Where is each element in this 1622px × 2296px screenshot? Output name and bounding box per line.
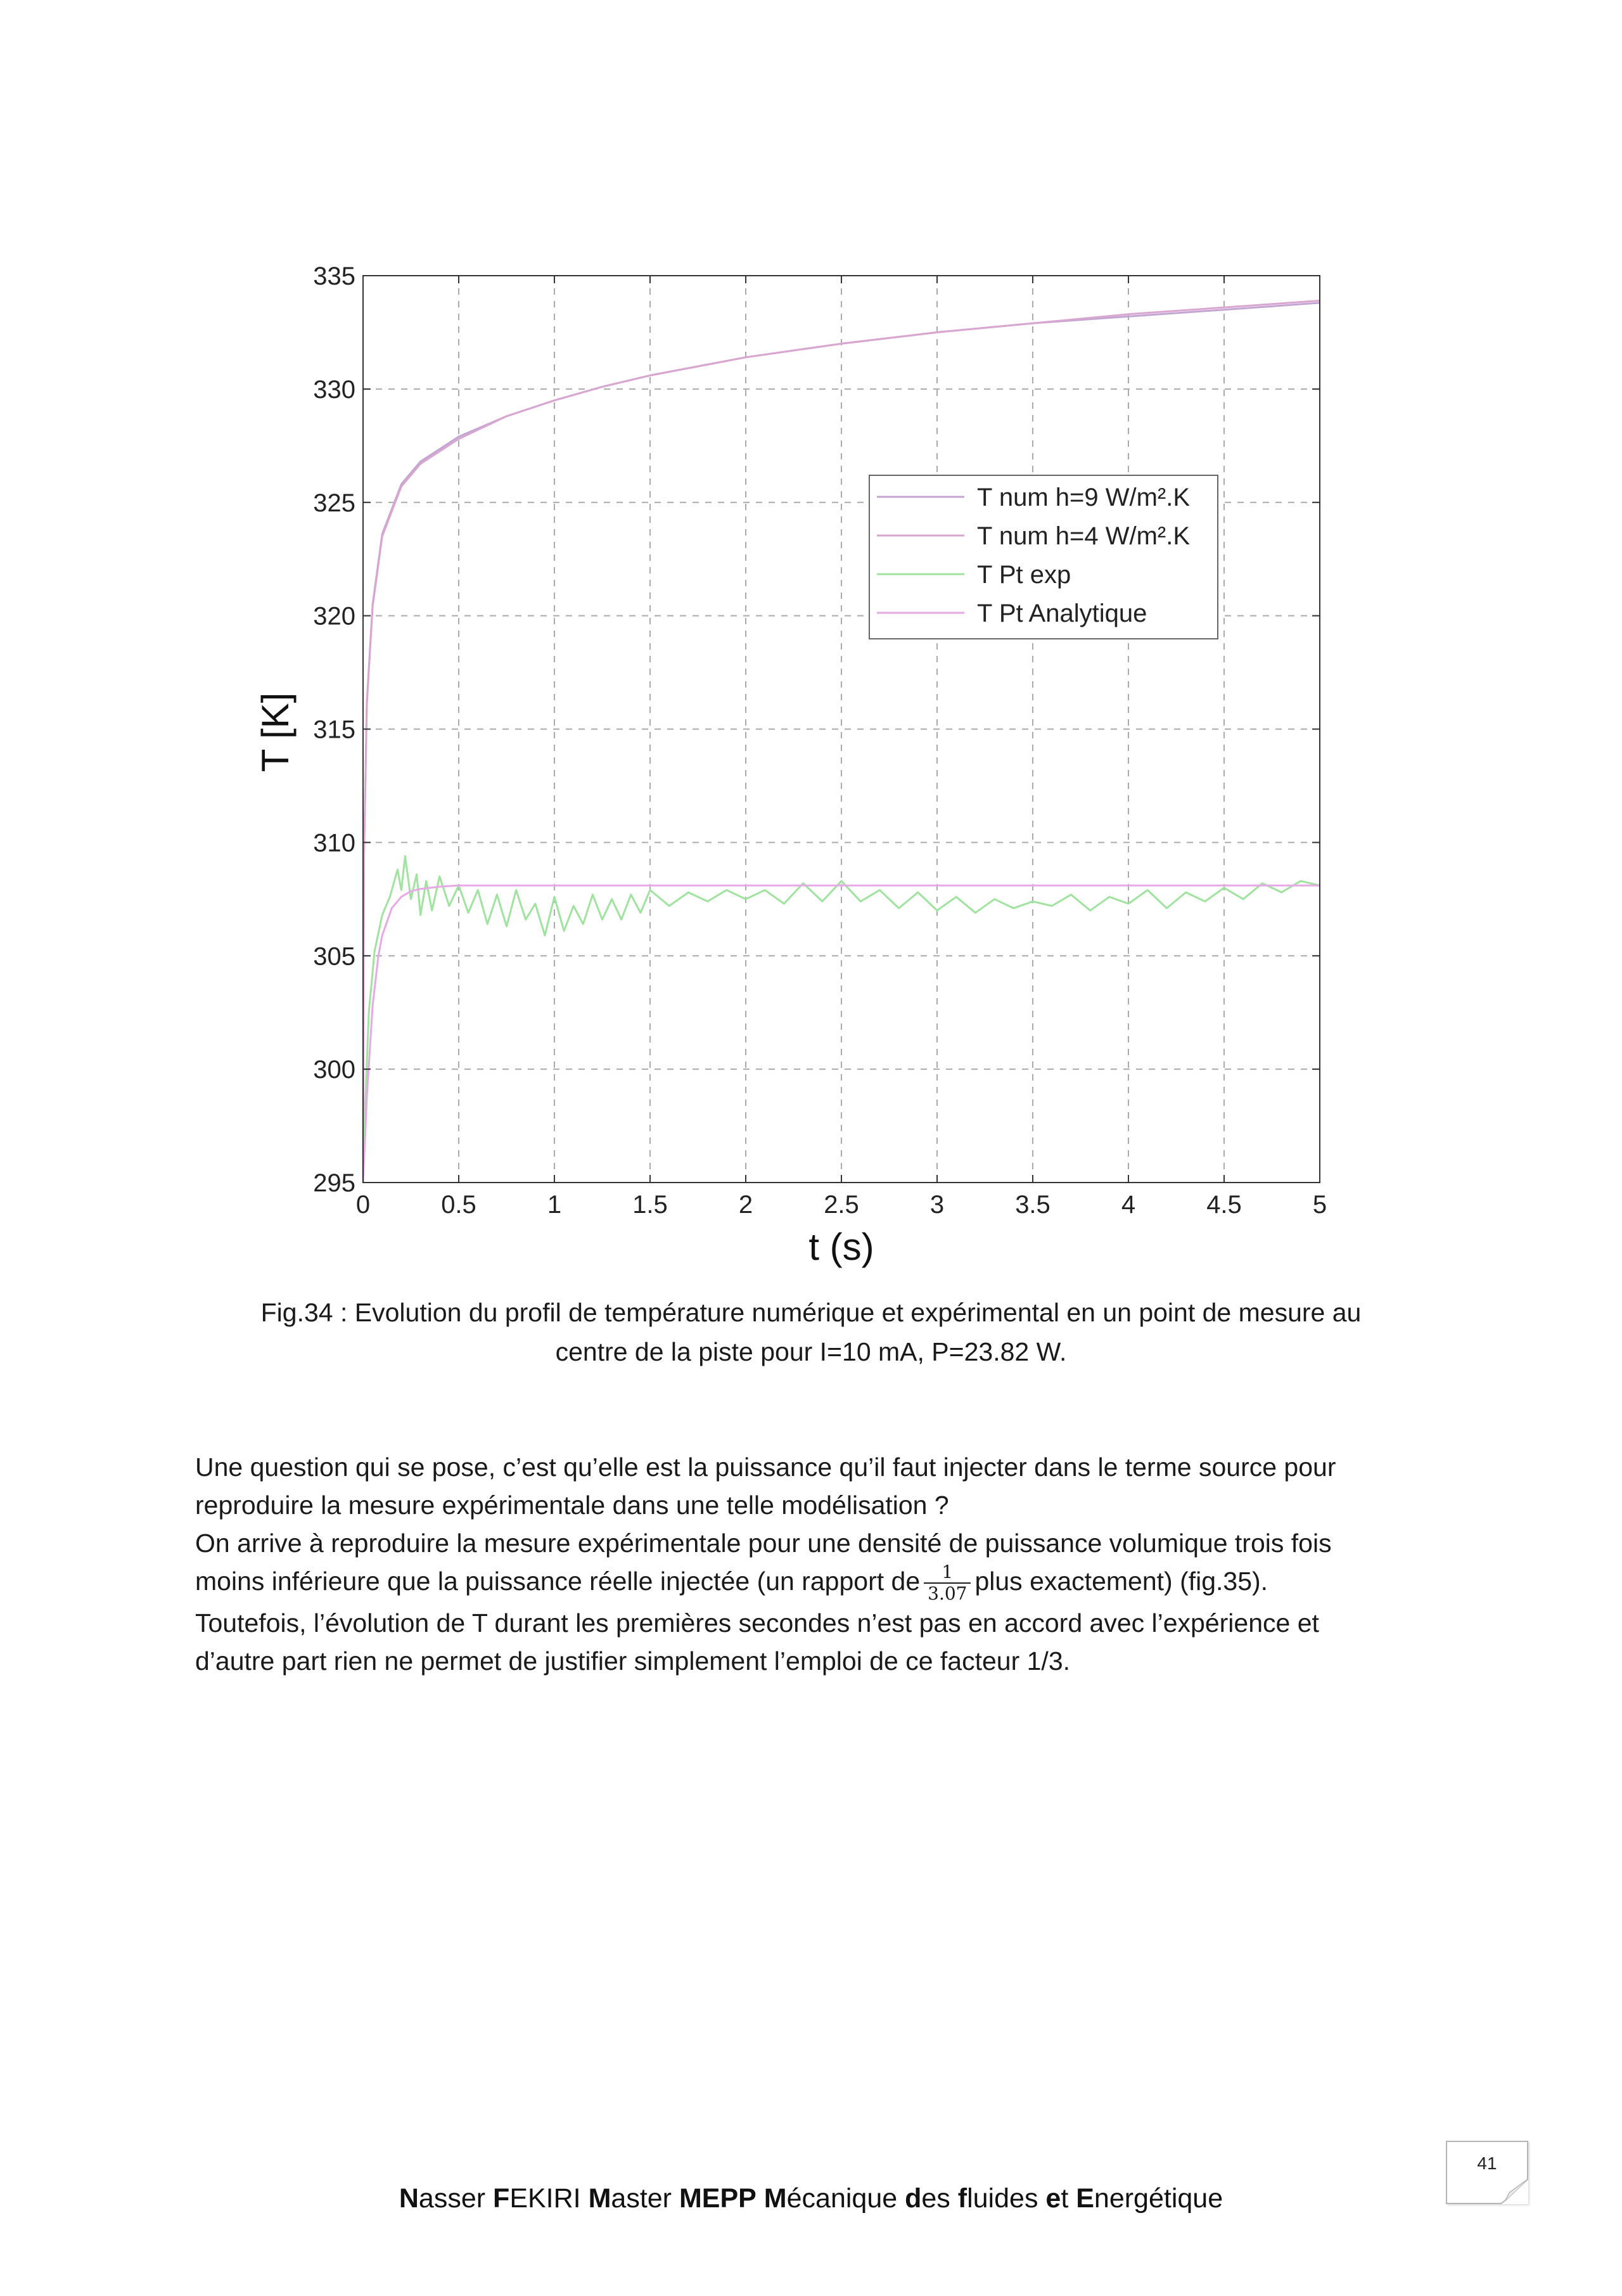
footer-bold-8: E	[1076, 2183, 1094, 2214]
body-paragraph	[195, 1448, 1462, 1680]
x-tick-label: 2	[738, 1191, 753, 1219]
footer-bold-2: M	[588, 2183, 611, 2214]
ratio-fraction	[924, 1562, 971, 1604]
x-tick-label: 4	[1121, 1191, 1136, 1219]
legend-label-1: T num h=9 W/m².K	[977, 484, 1191, 511]
y-tick-label: 320	[313, 602, 355, 631]
caption-line-1: Fig.34 : Evolution du profil de température numérique et expérimental en un point de mesure au	[260, 1298, 1362, 1327]
x-tick-label: 1.5	[632, 1191, 668, 1219]
y-tick-label: 335	[313, 262, 355, 290]
y-tick-label: 305	[313, 942, 355, 971]
figure-caption	[209, 1293, 1413, 1371]
chart-grid	[363, 276, 1320, 1183]
footer-bold-1: F	[493, 2183, 510, 2214]
y-tick-label: 325	[313, 489, 355, 517]
body-line-3: On arrive à reproduire la mesure expérimentale pour une densité de puissance volumique trois fois	[195, 1529, 1332, 1558]
x-tick-label: 1	[547, 1191, 562, 1219]
footer-text-0: asser	[418, 2183, 494, 2214]
body-line-4-end: plus exactement) (fig.35).	[974, 1567, 1268, 1596]
y-tick-label: 330	[313, 375, 355, 404]
footer-bold-5: d	[905, 2183, 922, 2214]
legend-label-4: T Pt Analytique	[977, 600, 1147, 627]
y-tick-label: 295	[313, 1169, 355, 1197]
body-line-5: Toutefois, l’évolution de T durant les premières secondes n’est pas en accord avec l’expérience et	[195, 1608, 1319, 1638]
x-axis-label: t (s)	[808, 1226, 874, 1268]
x-tick-label: 5	[1312, 1191, 1327, 1219]
body-line-2: reproduire la mesure expérimentale dans une telle modélisation ?	[195, 1491, 949, 1520]
footer-bold-0: N	[399, 2183, 419, 2214]
fraction-denominator: 3.07	[928, 1583, 967, 1605]
y-tick-label: 300	[313, 1056, 355, 1084]
footer-bold-3: MEPP	[679, 2183, 757, 2214]
footer-text-7: t	[1061, 2183, 1076, 2214]
x-tick-label: 3.5	[1015, 1191, 1050, 1219]
page-footer	[0, 2183, 1622, 2214]
footer-text-4: écanique	[786, 2183, 905, 2214]
caption-line-2: centre de la piste pour I=10 mA, P=23.82 W.	[555, 1337, 1067, 1366]
footer-bold-7: e	[1045, 2183, 1061, 2214]
chart-legend	[869, 475, 1218, 639]
body-line-6: d’autre part rien ne permet de justifier simplement l’emploi de ce facteur 1/3.	[195, 1646, 1071, 1676]
footer-bold-6: f	[957, 2183, 967, 2214]
footer-text-2: aster	[611, 2183, 679, 2214]
x-tick-label: 2.5	[824, 1191, 859, 1219]
x-tick-label: 3	[929, 1191, 945, 1219]
body-line-4	[195, 1562, 1462, 1604]
x-tick-label: 4.5	[1206, 1191, 1242, 1219]
body-line-1: Une question qui se pose, c’est qu’elle est la puissance qu’il faut injecter dans le terme source pour	[195, 1453, 1336, 1482]
footer-text-1: EKIRI	[509, 2183, 589, 2214]
chart-ticks	[313, 262, 1327, 1219]
y-tick-label: 310	[313, 829, 355, 857]
x-tick-label: 0	[355, 1191, 371, 1219]
footer-text-3	[757, 2183, 764, 2214]
fraction-numerator: 1	[924, 1562, 971, 1584]
footer-bold-4: M	[763, 2183, 787, 2214]
y-axis-label: T [K]	[254, 692, 297, 773]
page-number: 41	[1477, 2153, 1497, 2173]
legend-label-3: T Pt exp	[977, 561, 1071, 589]
footer-text-5: es	[921, 2183, 958, 2214]
footer-text-8: nergétique	[1094, 2183, 1223, 2214]
x-tick-label: 0.5	[441, 1191, 476, 1219]
legend-label-2: T num h=4 W/m².K	[977, 522, 1191, 550]
body-line-4-start: moins inférieure que la puissance réelle injectée (un rapport de	[195, 1567, 921, 1596]
footer-text-6: luides	[967, 2183, 1046, 2214]
y-tick-label: 315	[313, 715, 355, 744]
